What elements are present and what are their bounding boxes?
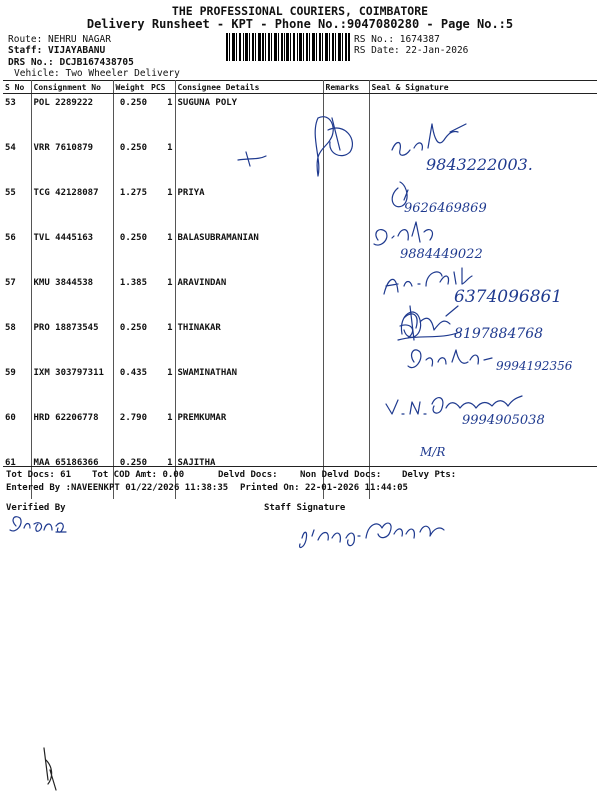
cell-consignee: PRIYA: [175, 184, 323, 229]
route-label: Route: NEHRU NAGAR: [8, 34, 111, 45]
cell-pcs: 1: [149, 454, 175, 499]
cell-pcs: 1: [149, 184, 175, 229]
cell-sno: 56: [3, 229, 31, 274]
cell-seal: [369, 319, 597, 364]
cell-remarks: [323, 364, 369, 409]
cell-seal: [369, 364, 597, 409]
verified-signature: [10, 517, 66, 532]
delvd-docs: Delvd Docs:: [218, 470, 278, 480]
table-row: [3, 184, 597, 229]
cell-seal: [369, 139, 597, 184]
col-pcs: PCS: [149, 81, 175, 94]
col-sno: S No: [3, 81, 31, 94]
cell-pcs: 1: [149, 274, 175, 319]
cell-pcs: 1: [149, 229, 175, 274]
staff-signature-label: Staff Signature: [264, 503, 346, 513]
staff-signature: [300, 523, 444, 547]
entered-by: Entered By :NAVEENKPT 01/22/2026 11:38:35: [6, 483, 229, 493]
tot-docs: Tot Docs: 61: [6, 470, 72, 480]
table-row: [3, 319, 597, 364]
cell-consignment: HRD 62206778: [31, 409, 113, 454]
cell-seal: [369, 94, 597, 140]
cell-pcs: 1: [149, 364, 175, 409]
row59-phone: 9994192356: [496, 359, 573, 373]
cell-sno: 55: [3, 184, 31, 229]
col-consignment: Consignment No: [31, 81, 113, 94]
table-row: [3, 94, 597, 140]
barcode: [226, 33, 350, 61]
col-remarks: Remarks: [323, 81, 369, 94]
cell-consignee: THINAKAR: [175, 319, 323, 364]
cell-consignee: SAJITHA: [175, 454, 323, 499]
col-seal-signature: Seal & Signature: [369, 81, 597, 94]
printed-on: Printed On: 22-01-2026 11:44:05: [240, 483, 408, 493]
cell-consignee: [175, 139, 323, 184]
cell-pcs: 1: [149, 409, 175, 454]
cell-remarks: [323, 94, 369, 140]
cell-consignment: MAA 65186366: [31, 454, 113, 499]
cell-weight: 2.790: [119, 413, 147, 423]
cell-pcs: 1: [149, 319, 175, 364]
cell-seal: [369, 184, 597, 229]
table-row: [3, 229, 597, 274]
cell-remarks: [323, 139, 369, 184]
cell-weight: 0.250: [119, 143, 147, 153]
cell-weight: 0.250: [119, 98, 147, 108]
table-row: [3, 274, 597, 319]
cell-seal: [369, 229, 597, 274]
rs-number: RS No.: 1674387: [354, 34, 440, 45]
tot-cod-amount: Tot COD Amt: 0.00: [92, 470, 185, 480]
cell-pcs: 1: [149, 139, 175, 184]
cell-sno: 61: [3, 454, 31, 499]
row60-phone: 9994905038: [462, 413, 545, 428]
verified-by-label: Verified By: [6, 503, 66, 513]
cell-consignee: SUGUNA POLY: [175, 94, 323, 140]
cell-weight: 1.385: [119, 278, 147, 288]
table-row: [3, 139, 597, 184]
cell-sno: 54: [3, 139, 31, 184]
cell-sno: 58: [3, 319, 31, 364]
cell-weight: 0.435: [119, 368, 147, 378]
staff-label: Staff: VIJAYABANU: [8, 45, 106, 56]
cell-consignment: KMU 3844538: [31, 274, 113, 319]
cell-sno: 57: [3, 274, 31, 319]
non-delvd-docs: Non Delvd Docs:: [300, 470, 382, 480]
cell-remarks: [323, 274, 369, 319]
cell-weight: 1.275: [119, 188, 147, 198]
row55-phone: 9626469869: [404, 201, 487, 216]
cell-pcs: 1: [149, 94, 175, 140]
cell-consignee: PREMKUMAR: [175, 409, 323, 454]
cell-sno: 59: [3, 364, 31, 409]
cell-sno: 60: [3, 409, 31, 454]
table-row: [3, 409, 597, 454]
drs-number: DRS No.: DCJB167438705: [8, 57, 134, 68]
cell-consignee: SWAMINATHAN: [175, 364, 323, 409]
row61-mark: M/R: [420, 445, 446, 459]
cell-consignment: VRR 7610879: [31, 139, 113, 184]
table-header: [3, 81, 597, 94]
row58-phone: 8197884768: [454, 326, 544, 342]
vehicle-label: Vehicle: Two Wheeler Delivery: [14, 68, 180, 79]
cell-consignment: TVL 4445163: [31, 229, 113, 274]
rs-date: RS Date: 22-Jan-2026: [354, 45, 469, 56]
row56-phone: 9884449022: [400, 247, 483, 262]
col-consignee: Consignee Details: [175, 81, 323, 94]
cell-sno: 53: [3, 94, 31, 140]
cell-remarks: [323, 229, 369, 274]
cell-remarks: [323, 184, 369, 229]
cell-remarks: [323, 319, 369, 364]
cell-consignment: POL 2289222: [31, 94, 113, 140]
delvy-pts: Delvy Pts:: [402, 470, 457, 480]
row54-phone: 9843222003.: [426, 155, 533, 174]
cell-weight: 0.250: [119, 233, 147, 243]
footer-divider: [3, 466, 597, 467]
company-name: THE PROFESSIONAL COURIERS, COIMBATORE: [171, 4, 429, 18]
cell-weight: 0.250: [119, 458, 147, 468]
runsheet-table: [3, 80, 597, 499]
cell-consignment: TCG 42128087: [31, 184, 113, 229]
cell-seal: [369, 274, 597, 319]
table-row: [3, 364, 597, 409]
cell-seal: [369, 409, 597, 454]
margin-scribble: [44, 748, 56, 790]
runsheet-title: Delivery Runsheet - KPT - Phone No.:9047080280 - Page No.:5: [86, 17, 514, 31]
cell-consignee: BALASUBRAMANIAN: [175, 229, 323, 274]
col-weight: Weight: [113, 81, 149, 94]
row57-phone: 6374096861: [454, 287, 563, 307]
cell-consignee: ARAVINDAN: [175, 274, 323, 319]
cell-consignment: IXM 303797311: [31, 364, 113, 409]
cell-weight: 0.250: [119, 323, 147, 333]
cell-remarks: [323, 409, 369, 454]
cell-consignment: PRO 18873545: [31, 319, 113, 364]
